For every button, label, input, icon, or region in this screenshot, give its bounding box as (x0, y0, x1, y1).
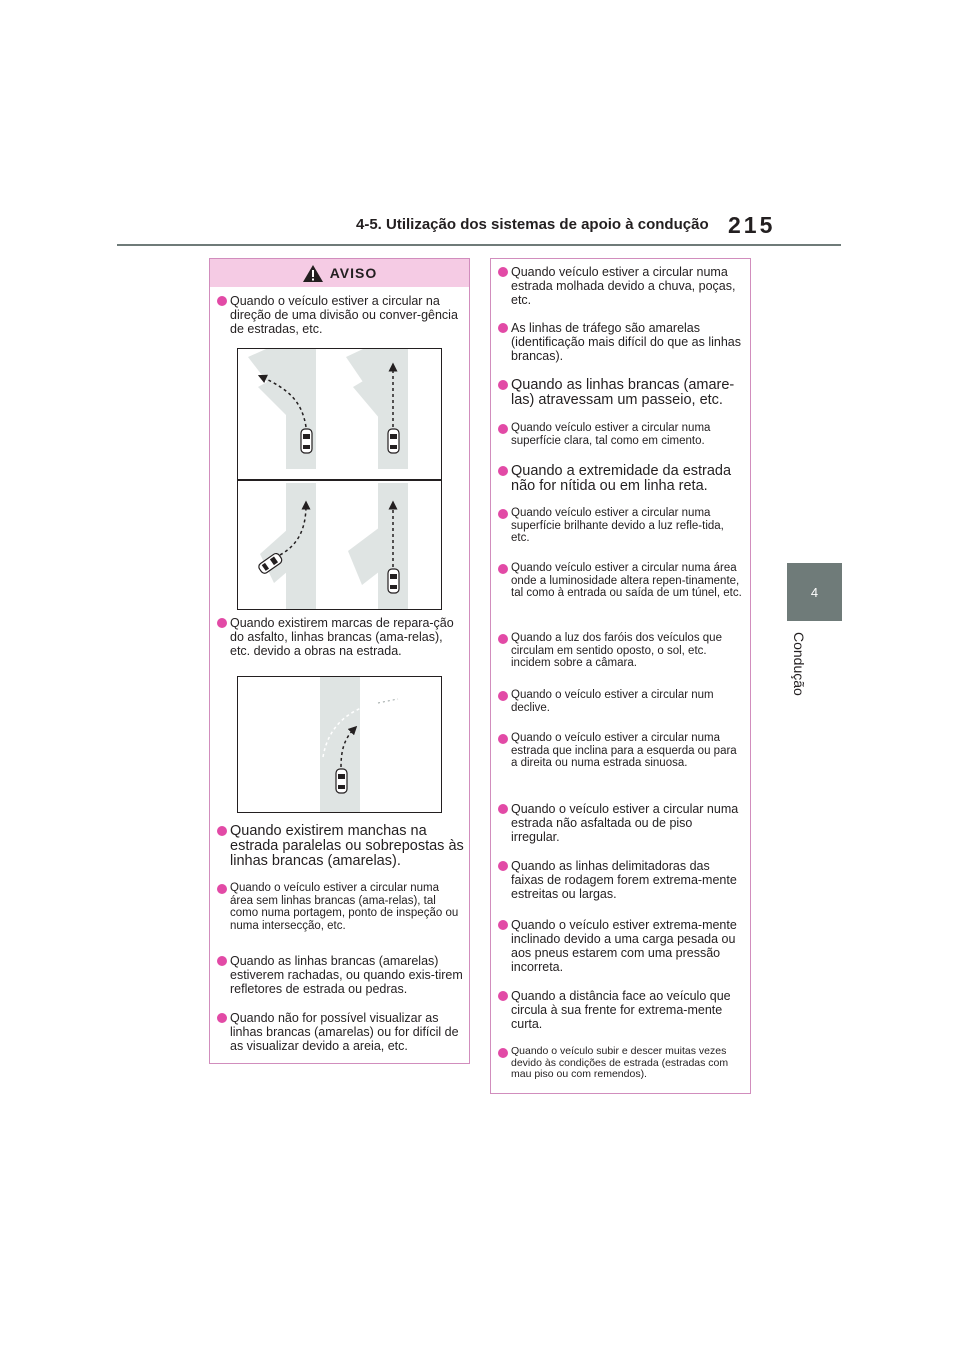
list-item: Quando as linhas brancas (amarelas) estiverem rachadas, ou quando exis-tirem refletores de estrada ou pedras. (217, 954, 465, 996)
list-item: Quando veículo estiver a circular numa superfície clara, tal como em cimento. (498, 422, 743, 447)
page-number: 215 (728, 212, 776, 238)
bullet-dot (498, 564, 508, 574)
list-item: Quando veículo estiver a circular numa área onde a luminosidade altera repen-tinamente, tal como à entrada ou saída de um túnel, etc. (498, 562, 743, 600)
chapter-title: Condução (791, 632, 807, 696)
bullet-dot (498, 323, 508, 333)
header-rule (117, 244, 841, 246)
bullet-dot (498, 509, 508, 519)
bullet-dot (498, 804, 508, 814)
list-item: Quando veículo estiver a circular numa superfície brilhante devido a luz refle-tida, etc. (498, 507, 743, 545)
list-item: Quando as linhas delimitadoras das faixas de rodagem forem extrema-mente estreitas ou largas. (498, 859, 743, 901)
road-repair-illustration (238, 677, 441, 812)
bullet-dot (498, 424, 508, 434)
bullet-dot (498, 734, 508, 744)
car-icon (388, 429, 399, 453)
list-item: Quando o veículo estiver a circular numa estrada não asfaltada ou de piso irregular. (498, 802, 743, 844)
bullet-dot (217, 1013, 227, 1023)
bullet-dot (498, 861, 508, 871)
warning-header (210, 259, 469, 287)
road-repair-figure (237, 676, 442, 813)
list-item: Quando a distância face ao veículo que circula à sua frente for extrema-mente curta. (498, 989, 743, 1031)
bullet-dot (498, 991, 508, 1001)
list-item: Quando a extremidade da estrada não for nítida ou em linha reta. (498, 464, 743, 494)
bullet-dot (217, 826, 227, 836)
bullet-dot (217, 956, 227, 966)
list-item: Quando veículo estiver a circular numa estrada molhada devido a chuva, poças, etc. (498, 265, 743, 307)
list-item: Quando o veículo estiver a circular num declive. (498, 689, 743, 714)
bullet-dot (498, 466, 508, 476)
list-item: Quando o veículo estiver a circular numa área sem linhas brancas (ama-relas), tal como numa portagem, ponto de inspeção ou numa intersecção, etc. (217, 882, 465, 932)
car-icon (336, 769, 347, 793)
list-item: Quando o veículo estiver extrema-mente inclinado devido a uma carga pesada ou aos pneus estarem com uma pressão incorreta. (498, 918, 743, 974)
warning-title: AVISO (329, 265, 378, 281)
list-item: Quando a luz dos faróis dos veículos que circulam em sentido oposto, o sol, etc. incidem sobre a câmara. (498, 632, 743, 670)
list-item: Quando existirem marcas de repara-ção do asfalto, linhas brancas (ama-relas), etc. devido a obras na estrada. (217, 616, 465, 658)
section-title: 4-5. Utilização dos sistemas de apoio à condução (356, 216, 709, 233)
bullet-dot (498, 691, 508, 701)
list-item: Quando o veículo subir e descer muitas vezes devido às condições de estrada (estradas com mau piso ou com remendos). (498, 1046, 743, 1081)
bullet-dot (498, 634, 508, 644)
bullet-dot (217, 884, 227, 894)
warning-triangle-icon (302, 264, 324, 283)
list-item: As linhas de tráfego são amarelas (identificação mais difícil do que as linhas brancas). (498, 321, 743, 363)
list-item: Quando existirem manchas na estrada paralelas ou sobrepostas às linhas brancas (amarelas). (217, 824, 465, 869)
warning-box-right (490, 258, 751, 1094)
bullet-dot (217, 618, 227, 628)
car-icon (388, 569, 399, 593)
list-item: Quando o veículo estiver a circular numa estrada que inclina para a esquerda ou para a direita ou numa estrada sinuosa. (498, 732, 743, 770)
road-fork-figure (237, 348, 442, 610)
list-item: Quando não for possível visualizar as linhas brancas (amarelas) ou for difícil de as visualizar devido a areia, etc. (217, 1011, 465, 1053)
list-item: Quando o veículo estiver a circular na direção de uma divisão ou conver-gência de estradas, etc. (217, 294, 465, 336)
warning-box-left (209, 258, 470, 1064)
chapter-tab (787, 563, 842, 621)
list-item: Quando as linhas brancas (amare-las) atravessam um passeio, etc. (498, 378, 743, 408)
bullet-dot (498, 267, 508, 277)
bullet-dot (498, 920, 508, 930)
chapter-number: 4 (810, 584, 819, 600)
bullet-dot (498, 380, 508, 390)
bullet-dot (217, 296, 227, 306)
car-icon (301, 429, 312, 453)
bullet-dot (498, 1048, 508, 1058)
road-fork-illustration (238, 349, 441, 609)
